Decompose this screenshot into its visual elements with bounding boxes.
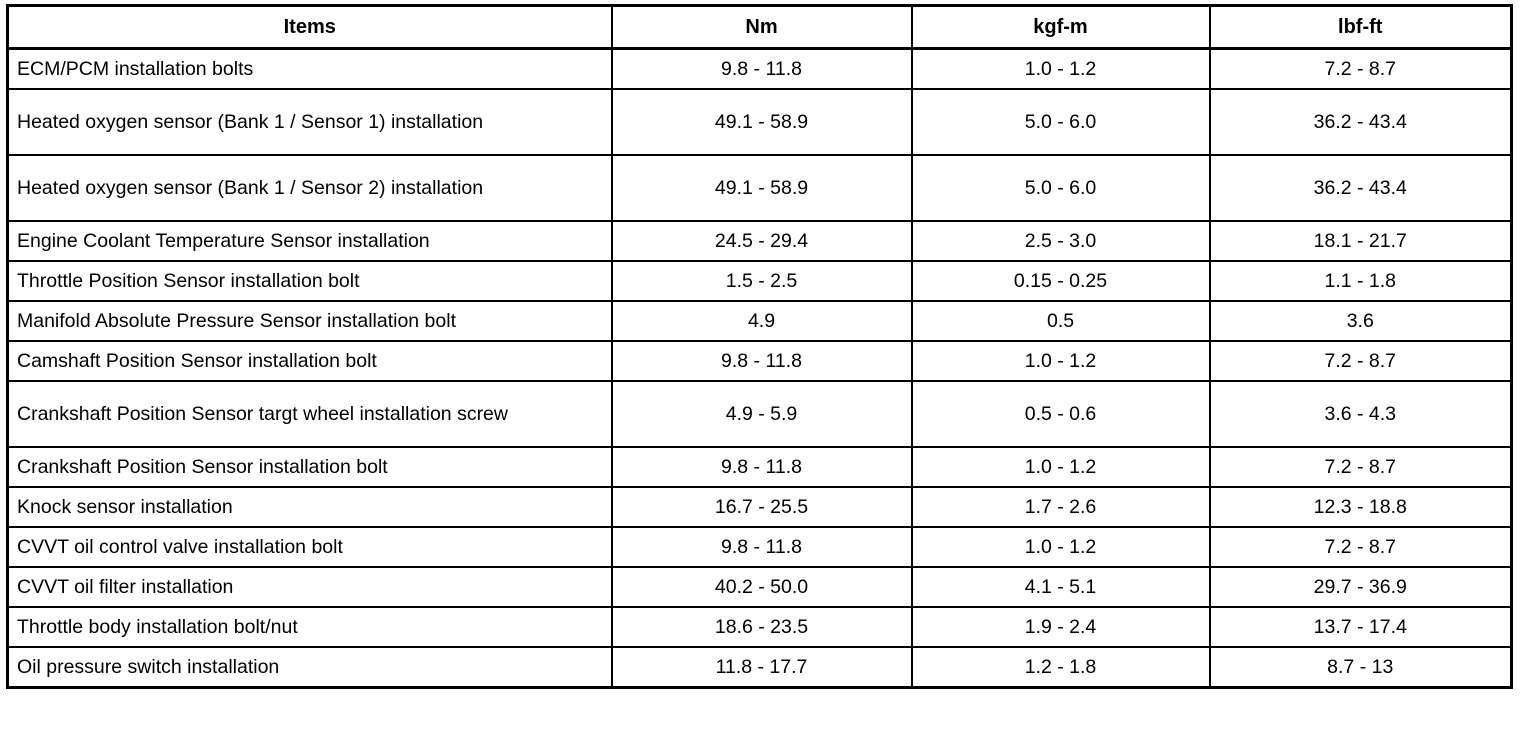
cell-kgfm: 5.0 - 6.0 xyxy=(912,155,1210,221)
table-row xyxy=(8,341,1512,381)
cell-nm: 1.5 - 2.5 xyxy=(612,261,912,301)
cell-nm: 40.2 - 50.0 xyxy=(612,567,912,607)
cell-item: Throttle Position Sensor installation bolt xyxy=(8,261,612,301)
table-row xyxy=(8,607,1512,647)
table-row xyxy=(8,447,1512,487)
cell-nm: 9.8 - 11.8 xyxy=(612,447,912,487)
table-body xyxy=(8,49,1512,688)
cell-lbfft: 29.7 - 36.9 xyxy=(1210,567,1512,607)
column-header-kgfm: kgf-m xyxy=(912,6,1210,49)
column-header-items: Items xyxy=(8,6,612,49)
cell-kgfm: 1.0 - 1.2 xyxy=(912,341,1210,381)
cell-item: Crankshaft Position Sensor installation bolt xyxy=(8,447,612,487)
cell-lbfft: 8.7 - 13 xyxy=(1210,647,1512,688)
cell-lbfft: 18.1 - 21.7 xyxy=(1210,221,1512,261)
cell-item: Crankshaft Position Sensor targt wheel installation screw xyxy=(8,381,612,447)
table-row xyxy=(8,647,1512,688)
cell-kgfm: 1.9 - 2.4 xyxy=(912,607,1210,647)
column-header-lbfft: lbf-ft xyxy=(1210,6,1512,49)
cell-item: Knock sensor installation xyxy=(8,487,612,527)
cell-lbfft: 7.2 - 8.7 xyxy=(1210,49,1512,90)
cell-nm: 18.6 - 23.5 xyxy=(612,607,912,647)
cell-nm: 24.5 - 29.4 xyxy=(612,221,912,261)
cell-kgfm: 1.2 - 1.8 xyxy=(912,647,1210,688)
cell-item: Manifold Absolute Pressure Sensor installation bolt xyxy=(8,301,612,341)
cell-kgfm: 2.5 - 3.0 xyxy=(912,221,1210,261)
cell-item: CVVT oil control valve installation bolt xyxy=(8,527,612,567)
cell-kgfm: 4.1 - 5.1 xyxy=(912,567,1210,607)
cell-kgfm: 1.7 - 2.6 xyxy=(912,487,1210,527)
cell-lbfft: 7.2 - 8.7 xyxy=(1210,341,1512,381)
table-row xyxy=(8,567,1512,607)
cell-item: Heated oxygen sensor (Bank 1 / Sensor 2) installation xyxy=(8,155,612,221)
cell-kgfm: 1.0 - 1.2 xyxy=(912,49,1210,90)
column-header-nm: Nm xyxy=(612,6,912,49)
cell-kgfm: 1.0 - 1.2 xyxy=(912,447,1210,487)
cell-nm: 16.7 - 25.5 xyxy=(612,487,912,527)
table-row xyxy=(8,301,1512,341)
table-row xyxy=(8,221,1512,261)
cell-kgfm: 0.15 - 0.25 xyxy=(912,261,1210,301)
cell-item: Heated oxygen sensor (Bank 1 / Sensor 1) installation xyxy=(8,89,612,155)
cell-item: Oil pressure switch installation xyxy=(8,647,612,688)
cell-nm: 11.8 - 17.7 xyxy=(612,647,912,688)
cell-nm: 49.1 - 58.9 xyxy=(612,89,912,155)
cell-lbfft: 7.2 - 8.7 xyxy=(1210,527,1512,567)
cell-lbfft: 13.7 - 17.4 xyxy=(1210,607,1512,647)
cell-nm: 49.1 - 58.9 xyxy=(612,155,912,221)
table-header-row xyxy=(8,6,1512,49)
cell-item: ECM/PCM installation bolts xyxy=(8,49,612,90)
cell-lbfft: 36.2 - 43.4 xyxy=(1210,155,1512,221)
table-row xyxy=(8,487,1512,527)
cell-nm: 9.8 - 11.8 xyxy=(612,341,912,381)
torque-specification-table xyxy=(6,4,1513,689)
table-row xyxy=(8,89,1512,155)
table-header xyxy=(8,6,1512,49)
cell-item: CVVT oil filter installation xyxy=(8,567,612,607)
table-row xyxy=(8,155,1512,221)
table-row xyxy=(8,527,1512,567)
cell-kgfm: 0.5 - 0.6 xyxy=(912,381,1210,447)
cell-lbfft: 3.6 xyxy=(1210,301,1512,341)
cell-lbfft: 12.3 - 18.8 xyxy=(1210,487,1512,527)
cell-lbfft: 36.2 - 43.4 xyxy=(1210,89,1512,155)
cell-nm: 9.8 - 11.8 xyxy=(612,49,912,90)
cell-kgfm: 0.5 xyxy=(912,301,1210,341)
cell-item: Throttle body installation bolt/nut xyxy=(8,607,612,647)
cell-item: Engine Coolant Temperature Sensor installation xyxy=(8,221,612,261)
table-row xyxy=(8,261,1512,301)
table-row xyxy=(8,49,1512,90)
cell-kgfm: 1.0 - 1.2 xyxy=(912,527,1210,567)
cell-kgfm: 5.0 - 6.0 xyxy=(912,89,1210,155)
cell-lbfft: 7.2 - 8.7 xyxy=(1210,447,1512,487)
cell-nm: 9.8 - 11.8 xyxy=(612,527,912,567)
cell-lbfft: 1.1 - 1.8 xyxy=(1210,261,1512,301)
cell-nm: 4.9 - 5.9 xyxy=(612,381,912,447)
table-row xyxy=(8,381,1512,447)
cell-item: Camshaft Position Sensor installation bolt xyxy=(8,341,612,381)
cell-nm: 4.9 xyxy=(612,301,912,341)
cell-lbfft: 3.6 - 4.3 xyxy=(1210,381,1512,447)
